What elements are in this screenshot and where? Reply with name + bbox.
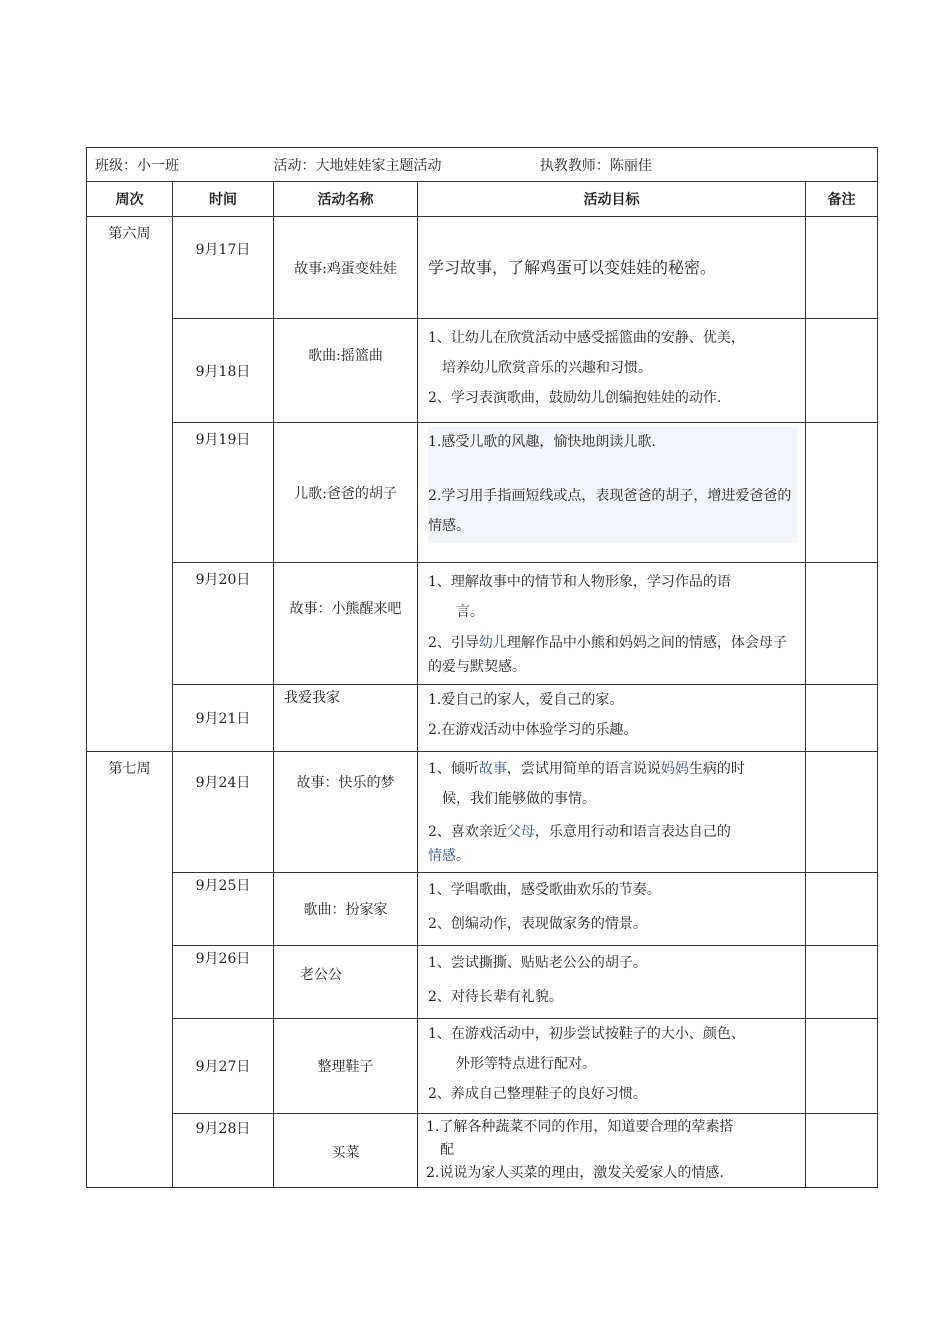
activity-name-cell: 老公公: [274, 946, 418, 1019]
goal-line: [428, 814, 797, 868]
info-row: [87, 148, 878, 182]
goal-line: 2.学习用手指画短线或点，表现爸爸的胡子，增进爱爸爸的情感。: [428, 488, 792, 534]
goal-line: 1.了解各种蔬菜不同的作用，知道要合理的荤素搭: [426, 1119, 734, 1135]
goal-cell: [418, 1114, 806, 1188]
table-row: [87, 946, 878, 1019]
goal-cell: [418, 217, 806, 319]
goal-link-text: 妈妈: [660, 761, 689, 777]
note-cell: [806, 423, 878, 563]
class-label: 班级：小一班: [95, 157, 179, 174]
week-cell: 第六周: [87, 217, 173, 752]
goal-line: 学习故事，了解鸡蛋可以变娃娃的秘密。: [428, 257, 717, 277]
goal-line: 1、在游戏活动中，初步尝试按鞋子的大小、颜色、: [428, 1026, 745, 1042]
note-cell: [806, 217, 878, 319]
schedule-table: [86, 147, 878, 1188]
goal-line: 1、学唱歌曲，感受歌曲欢乐的节奏。: [428, 882, 661, 898]
goal-line: 言。: [456, 604, 484, 620]
table-row: [87, 752, 878, 873]
goal-line: 1、让幼儿在欣赏活动中感受摇篮曲的安静、优美，: [428, 330, 745, 346]
date-cell: 9月26日: [173, 946, 274, 1019]
note-cell: [806, 1019, 878, 1114]
activity-name-cell: 买菜: [274, 1114, 418, 1188]
goal-line: 2、养成自己整理鞋子的良好习惯。: [428, 1086, 647, 1102]
note-cell: [806, 873, 878, 946]
goal-cell: [418, 1019, 806, 1114]
goal-line: [428, 627, 797, 679]
goal-line: 外形等特点进行配对。: [456, 1056, 596, 1072]
col-note: 备注: [806, 182, 878, 217]
date-cell: 9月25日: [173, 873, 274, 946]
goal-line: 配: [440, 1142, 454, 1158]
goal-text: 生病的时: [688, 761, 745, 777]
goal-line: 2.在游戏活动中体验学习的乐趣。: [428, 722, 638, 738]
col-goal: 活动目标: [418, 182, 806, 217]
goal-text: 理解作品中小熊和妈妈之间的情感，体会母子的爱与默契感。: [428, 635, 787, 675]
table-row: [87, 1019, 878, 1114]
activity-name-cell: 故事:鸡蛋变娃娃: [274, 217, 418, 319]
date-cell: 9月27日: [173, 1019, 274, 1114]
date-cell: 9月20日: [173, 563, 274, 685]
activity-name-cell: 歌曲:摇篮曲: [274, 319, 418, 423]
activity-name-cell: 歌曲：扮家家: [274, 873, 418, 946]
goal-line: 1.爱自己的家人，爱自己的家。: [428, 692, 624, 708]
goal-link-text: 父母: [506, 824, 535, 840]
activity-name-cell: 故事：小熊醒来吧: [274, 563, 418, 685]
goal-text: 2、引导: [428, 635, 479, 651]
teacher-label: 执教教师：陈丽佳: [539, 157, 652, 174]
date-cell: 9月18日: [173, 319, 274, 423]
date-cell: 9月21日: [173, 685, 274, 752]
goal-line: 候，我们能够做的事情。: [442, 791, 596, 807]
note-cell: [806, 319, 878, 423]
goal-line: 2.说说为家人买菜的理由，激发关爱家人的情感.: [426, 1165, 724, 1181]
table-row: [87, 423, 878, 563]
goal-text: ，乐意用行动和语言表达自己的: [534, 824, 731, 840]
col-date: 时间: [173, 182, 274, 217]
goal-line: 1、理解故事中的情节和人物形象，学习作品的语: [428, 574, 731, 590]
col-week: 周次: [87, 182, 173, 217]
goal-text: 。: [456, 848, 470, 864]
goal-line: 1.感受儿歌的风趣，愉快地朗读儿歌.: [428, 434, 656, 450]
goal-cell: [418, 873, 806, 946]
goal-text: ，尝试用简单的语言说说: [506, 761, 661, 777]
date-cell: 9月17日: [173, 217, 274, 319]
activity-name-cell: 我爱我家: [274, 685, 418, 752]
goal-line: [428, 754, 797, 784]
goal-line: 1、尝试撕撕、贴贴老公公的胡子。: [428, 955, 647, 971]
note-cell: [806, 685, 878, 752]
table-row: [87, 873, 878, 946]
goal-text: 2、喜欢亲近: [428, 824, 507, 840]
table-row: [87, 1114, 878, 1188]
note-cell: [806, 946, 878, 1019]
table-row: [87, 217, 878, 319]
goal-link-text: 幼儿: [478, 635, 507, 651]
note-cell: [806, 563, 878, 685]
goal-cell: [418, 946, 806, 1019]
table-row: [87, 319, 878, 423]
goal-line: 2、学习表演歌曲，鼓励幼儿创编抱娃娃的动作.: [428, 390, 722, 406]
goal-line: 培养幼儿欣赏音乐的兴趣和习惯。: [442, 360, 652, 376]
note-cell: [806, 752, 878, 873]
goal-link-text: 故事: [478, 761, 507, 777]
col-activity-name: 活动名称: [274, 182, 418, 217]
date-cell: 9月24日: [173, 752, 274, 873]
table-row: [87, 563, 878, 685]
goal-line: 2、创编动作，表现做家务的情景。: [428, 916, 647, 932]
date-cell: 9月19日: [173, 423, 274, 563]
activity-name-cell: 整理鞋子: [274, 1019, 418, 1114]
goal-cell: [418, 752, 806, 873]
goal-text: 1、倾听: [428, 761, 479, 777]
goal-link-text: 情感: [428, 848, 456, 864]
goal-cell: [418, 319, 806, 423]
activity-name-cell: 儿歌:爸爸的胡子: [274, 423, 418, 563]
goal-cell: [418, 685, 806, 752]
table-row: [87, 685, 878, 752]
goal-cell: [418, 563, 806, 685]
note-cell: [806, 1114, 878, 1188]
goal-cell: [418, 423, 806, 563]
activity-label: 活动：大地娃娃家主题活动: [273, 157, 442, 174]
date-cell: 9月28日: [173, 1114, 274, 1188]
goal-line: 2、对待长辈有礼貌。: [428, 989, 563, 1005]
activity-name-cell: 故事：快乐的梦: [274, 752, 418, 873]
week-cell: 第七周: [87, 752, 173, 1188]
